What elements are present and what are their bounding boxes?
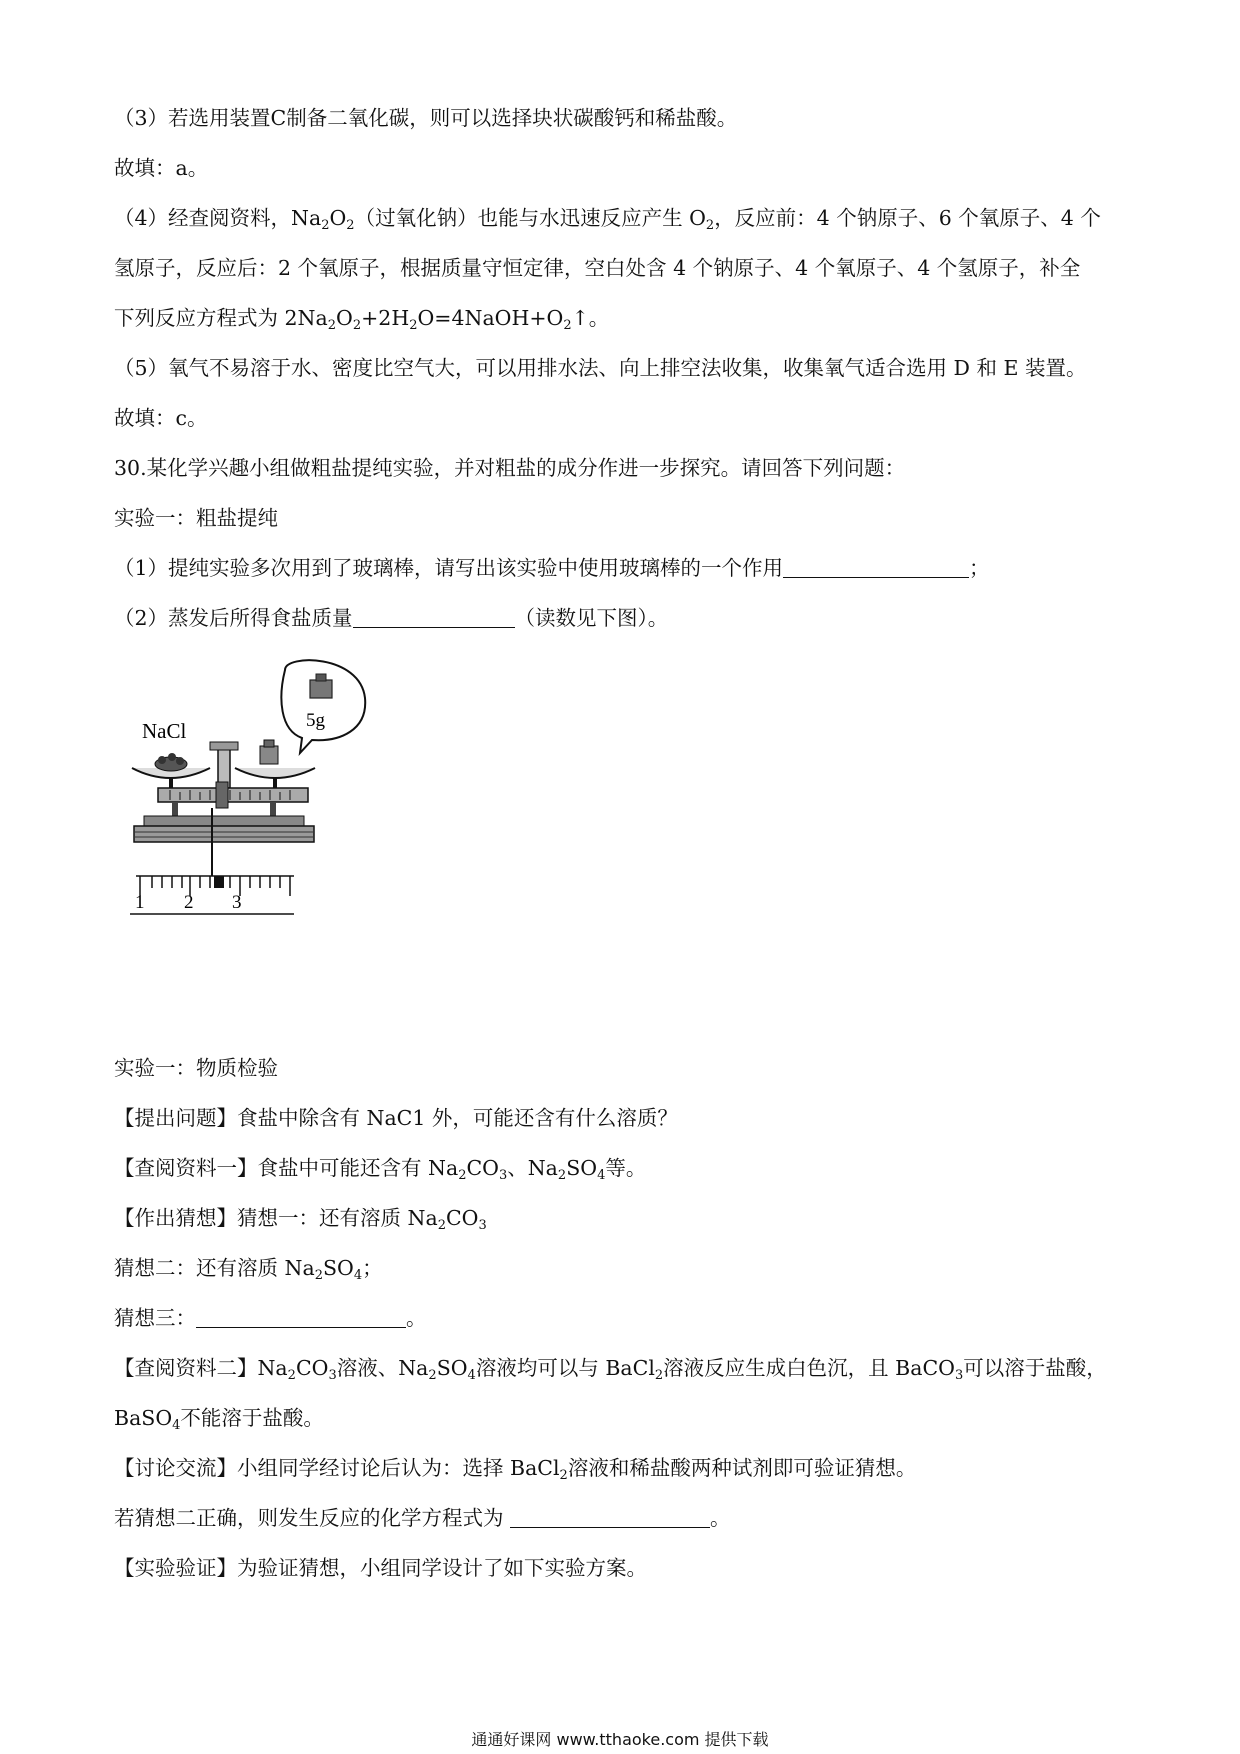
experiment-2-title: 实验一：物质检验 xyxy=(114,1056,278,1080)
part3-answer: （3）若选用装置C制备二氧化碳，则可以选择块状碳酸钙和稀盐酸。 xyxy=(114,106,738,130)
question-30: 30.某化学兴趣小组做粗盐提纯实验，并对粗盐的成分作进一步探究。请回答下列问题： xyxy=(114,456,906,480)
guess-2: 猜想二：还有溶质 $Na_2SO_4$； xyxy=(114,1256,383,1283)
question-1: （1）提纯实验多次用到了玻璃棒，请写出该实验中使用玻璃棒的一个作用 ； xyxy=(114,556,990,580)
weight-icon xyxy=(310,680,332,698)
scale-label-2: 2 xyxy=(184,892,194,913)
part5-answer: （5）氧气不易溶于水、密度比空气大，可以用排水法、向上排空法收集，收集氧气适合选用 D 和 E 装置。 xyxy=(114,356,1087,380)
weight-label: 5g xyxy=(306,710,325,731)
answer-c: 故填：c。 xyxy=(114,406,208,430)
discussion: 【讨论交流】小组同学经讨论后认为：选择 BaCl$_2$溶液和稀盐酸两种试剂即可验证猜想。 xyxy=(114,1456,917,1483)
footer-source: 通通好课网 www.tthaoke.com 提供下载 xyxy=(471,1730,769,1749)
nacl-label: NaCl xyxy=(142,719,187,743)
reference-1: 【查阅资料一】食盐中可能还含有 $Na_2CO_3$、$Na_2SO_4$等。 xyxy=(114,1156,647,1183)
part4-line1: （4）经查阅资料，$Na_2O_2$（过氧化钠）也能与水迅速反应产生 $O_2$，反应前：4 个钠原子、6 个氧原子、4 个 xyxy=(114,206,1101,233)
answer-blank[interactable] xyxy=(353,605,515,628)
base-icon xyxy=(134,826,314,842)
experiment-1-title: 实验一：粗盐提纯 xyxy=(114,506,278,530)
weight-on-pan-icon xyxy=(260,746,278,764)
scale-label-1: 1 xyxy=(135,892,145,913)
part4-line3: 下列反应方程式为 $2Na_2O_2+2H_2O=4NaOH+O_2↑$。 xyxy=(114,306,610,333)
guess-1: 【作出猜想】猜想一：还有溶质 $Na_2CO_3$ xyxy=(114,1206,487,1233)
part4-line2: 氢原子，反应后：2 个氧原子，根据质量守恒定律，空白处含 4 个钠原子、4 个氧原子、4 个氢原子，补全 xyxy=(114,256,1081,280)
reading-ruler xyxy=(130,876,294,914)
question-2: （2）蒸发后所得食盐质量 （读数见下图）。 xyxy=(114,606,669,630)
answer-blank[interactable] xyxy=(510,1505,710,1528)
right-pan-icon xyxy=(235,768,315,778)
answer-blank[interactable] xyxy=(783,555,969,578)
answer-a: 故填：a。 xyxy=(114,156,209,180)
reference-2-line2: BaSO$_4$不能溶于盐酸。 xyxy=(114,1406,324,1433)
rider-icon xyxy=(216,782,228,808)
reference-2-line1: 【查阅资料二】$Na_2CO_3$溶液、$Na_2SO_4$溶液均可以与 BaCl$_2$溶液反应生成白色沉，且 BaCO$_3$可以溶于盐酸， xyxy=(114,1356,1107,1383)
scale-label-3: 3 xyxy=(232,892,242,913)
balance-diagram xyxy=(130,658,390,958)
answer-blank[interactable] xyxy=(196,1305,406,1328)
guess-3: 猜想三： 。 xyxy=(114,1306,427,1330)
guess-2-equation: 若猜想二正确，则发生反应的化学方程式为 。 xyxy=(114,1506,731,1530)
raise-question: 【提出问题】食盐中除含有 NaC1 外，可能还含有什么溶质？ xyxy=(114,1106,678,1130)
ruler-rider-marker xyxy=(214,876,224,888)
experiment-verification: 【实验验证】为验证猜想，小组同学设计了如下实验方案。 xyxy=(114,1556,647,1580)
